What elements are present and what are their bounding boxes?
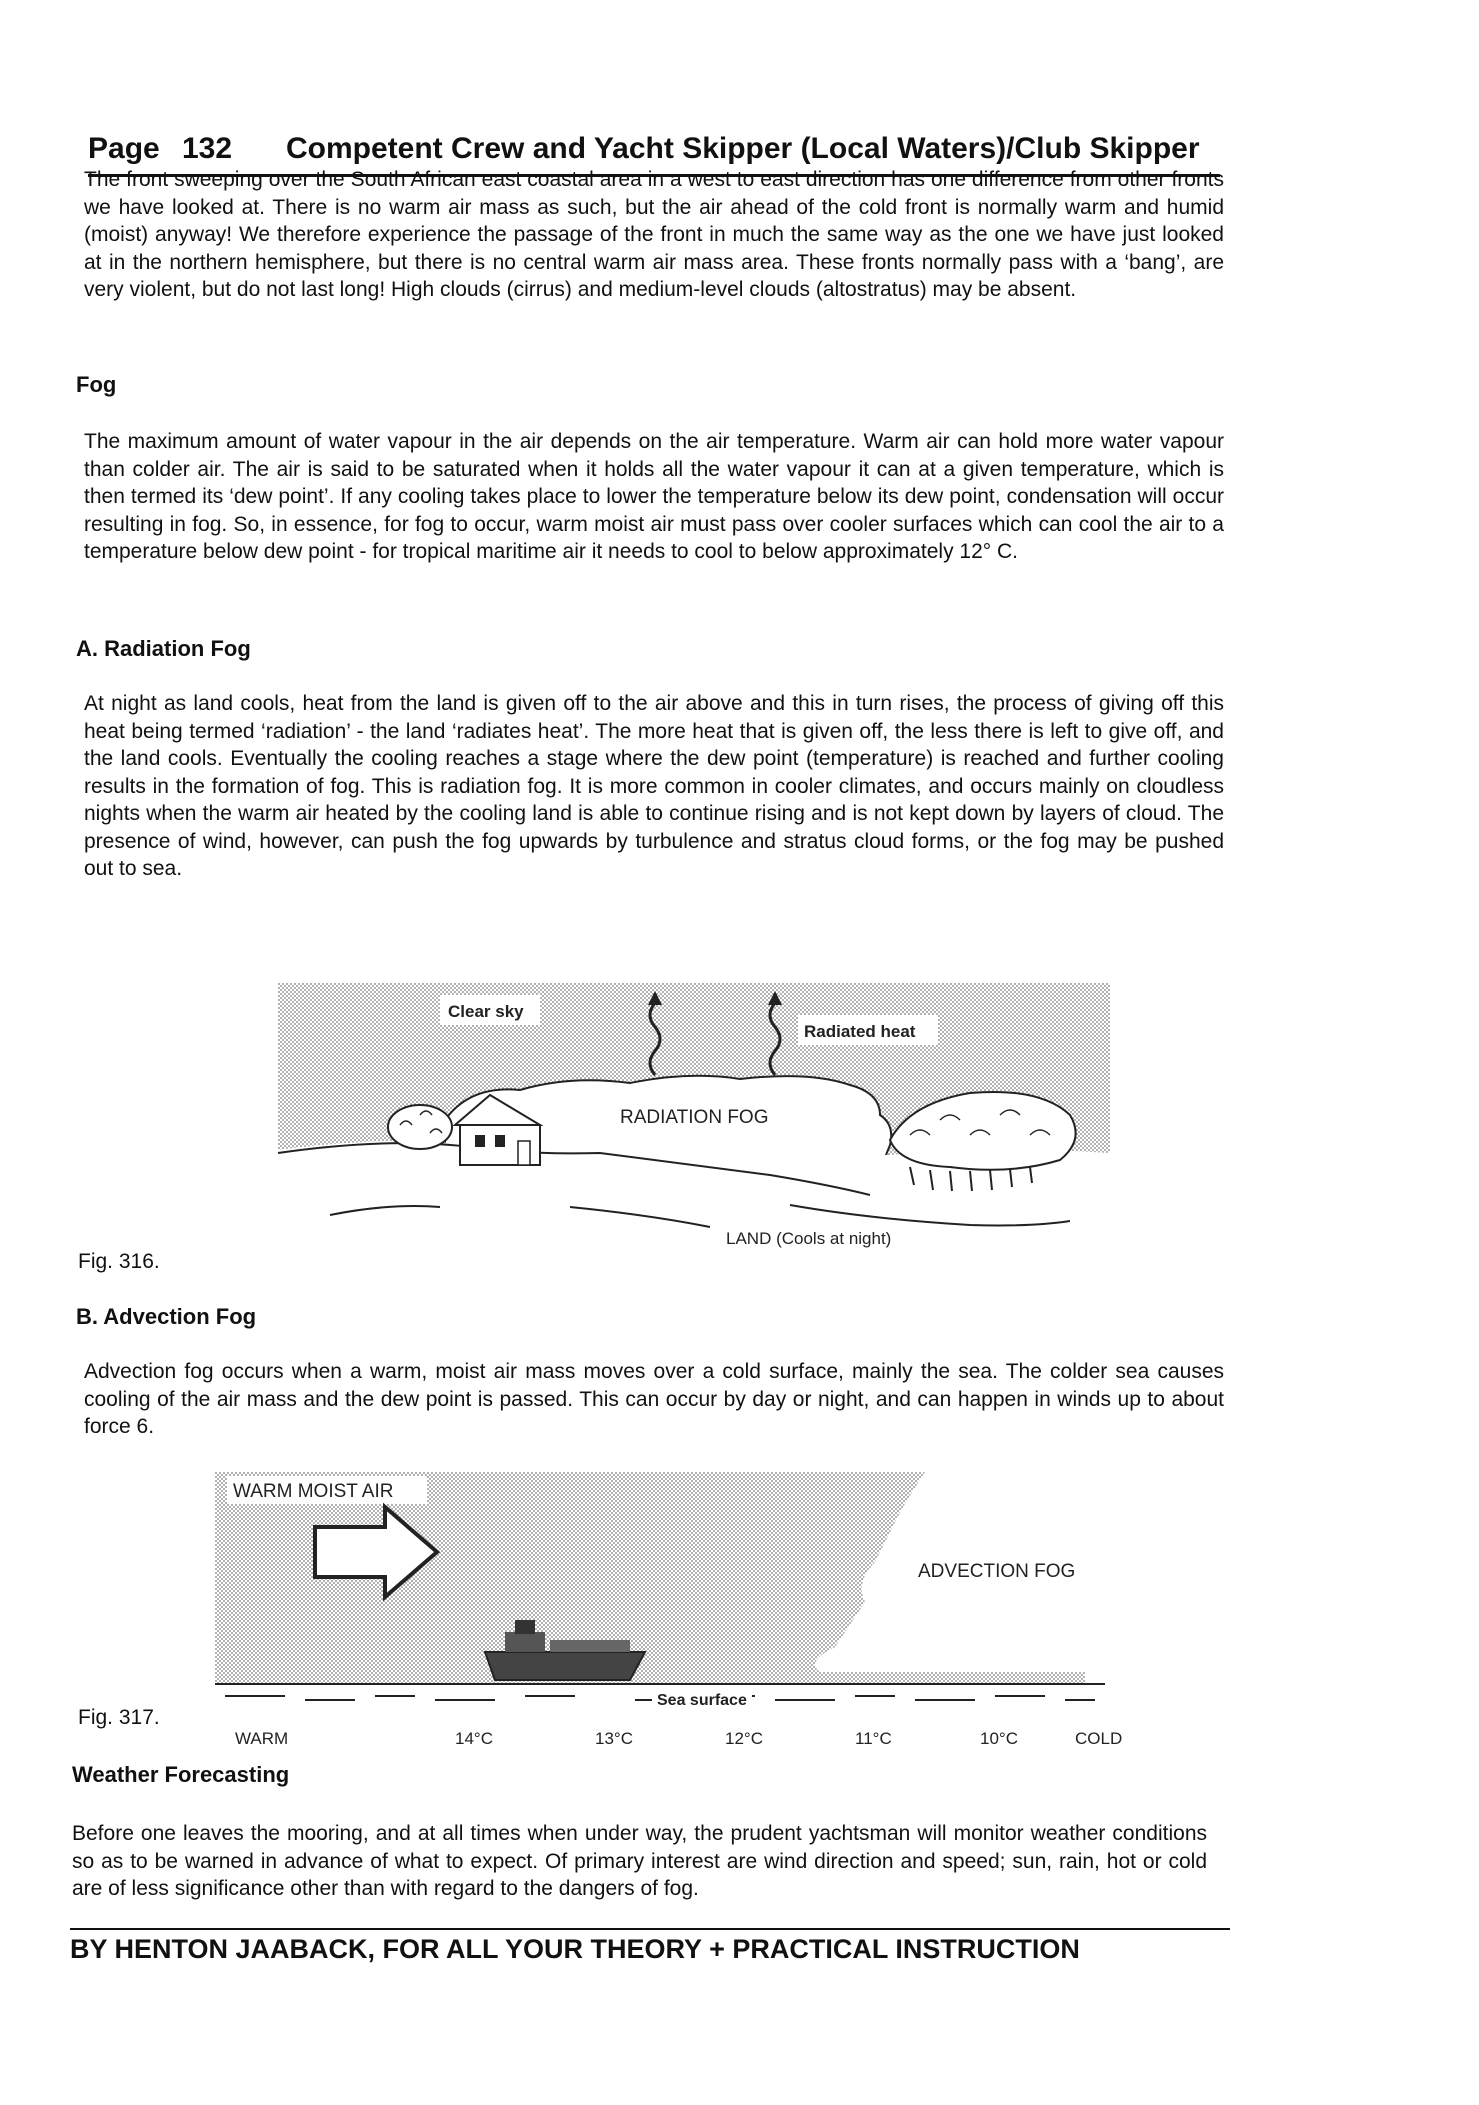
intro-paragraph: The front sweeping over the South African east coastal area in a west to east direction has one difference from other fronts we have looked at. There is no warm air mass as such, but the air ahead of the cold front is normally warm and humid (moist) anyway! We therefore experience the passage of the front in much the same way as the one we have just looked at in the northern hemisphere, but there is no central warm air mass area. These fronts normally pass with a ‘bang’, are very violent, but do not last long! High clouds (cirrus) and medium-level clouds (altostratus) may be absent. [84, 168, 1224, 301]
land-label: LAND (Cools at night) [726, 1229, 892, 1248]
clear-sky-label: Clear sky [448, 1002, 524, 1021]
weather-forecasting-paragraph: Before one leaves the mooring, and at all times when under way, the prudent yachtsman will monitor weather conditions so as to be warned in advance of what to expect. Of primary interest are wind direction and speed; sun, rain, hot or cold are of less significance other than with regard to the dangers of fog. [72, 1822, 1207, 1900]
scale-12c: 12°C [725, 1729, 763, 1748]
radiated-heat-label: Radiated heat [804, 1022, 916, 1041]
page-footer: BY HENTON JAABACK, FOR ALL YOUR THEORY + PRACTICAL INSTRUCTION [70, 1928, 1230, 1965]
figure-317-caption: Fig. 317. [78, 1706, 160, 1729]
fog-heading: Fog [76, 372, 117, 397]
sea-surface-label: Sea surface [657, 1692, 747, 1709]
advection-fog-paragraph: Advection fog occurs when a warm, moist air mass moves over a cold surface, mainly the sea. The colder sea causes cooling of the air mass and the dew point is passed. This can occur by day or night, and can happen in winds up to about force 6. [84, 1360, 1224, 1438]
book-title: Competent Crew and Yacht Skipper (Local Waters)/Club Skipper [286, 132, 1200, 165]
page-label: Page [88, 132, 160, 165]
radiation-fog-label: RADIATION FOG [620, 1107, 769, 1128]
scale-10c: 10°C [980, 1729, 1018, 1748]
warm-moist-air-label: WARM MOIST AIR [233, 1481, 394, 1502]
scale-11c: 11°C [855, 1729, 892, 1748]
scale-cold: COLD [1075, 1729, 1123, 1748]
advection-fog-label: ADVECTION FOG [918, 1561, 1076, 1582]
tree-icon [388, 1105, 452, 1149]
fog-paragraph: The maximum amount of water vapour in the air depends on the air temperature. Warm air can hold more water vapour than colder air. The air is said to be saturated when it holds all the water vapour it can at a given temperature, which is then termed its ‘dew point’. If any cooling takes place to lower the temperature below its dew point, condensation will occur resulting in fog. So, in essence, for fog to occur, warm moist air must pass over cooler surfaces which can cool the air to a temperature below dew point - for tropical maritime air it needs to cool to below approximately 12° C. [84, 430, 1224, 563]
temperature-scale [235, 1729, 1122, 1748]
advection-fog-heading: B. Advection Fog [76, 1304, 257, 1329]
radiation-fog-figure [270, 975, 1120, 1275]
advection-fog-figure [205, 1462, 1165, 1762]
weather-forecasting-heading: Weather Forecasting [72, 1762, 290, 1787]
scale-13c: 13°C [595, 1729, 633, 1748]
page-number: 132 [182, 132, 233, 165]
radiation-fog-heading: A. Radiation Fog [76, 636, 251, 661]
figure-316-caption: Fig. 316. [78, 1250, 160, 1273]
scale-14c: 14°C [455, 1729, 493, 1748]
radiation-fog-paragraph: At night as land cools, heat from the land is given off to the air above and this in turn rises, the process of giving off this heat being termed ‘radiation’ - the land ‘radiates heat’. The more heat that is given off, the less there is left to give off, and the land cools. Eventually the cooling reaches a stage where the dew point (temperature) is reached and further cooling results in the formation of fog. This is radiation fog. It is more common in cooler climates, and occurs mainly on cloudless nights when the warm air heated by the cooling land is able to continue rising and is not kept down by layers of cloud. The presence of wind, however, can push the fog upwards by turbulence and stratus cloud forms, or the fog may be pushed out to sea. [84, 692, 1224, 880]
scale-warm: WARM [235, 1729, 289, 1748]
